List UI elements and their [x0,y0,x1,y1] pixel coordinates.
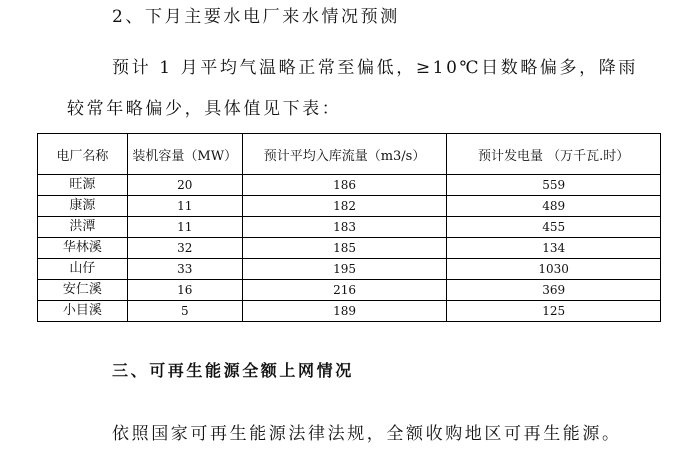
header-installed-capacity: 装机容量（MW） [127,134,242,175]
table-row [38,196,661,217]
cell-generation: 134 [447,238,661,259]
table-header-row [38,134,661,175]
forecast-paragraph-line-2: 较常年略偏少，具体值见下表： [67,99,342,119]
cell-capacity: 11 [127,196,242,217]
cell-generation: 125 [447,301,661,322]
cell-generation: 1030 [447,259,661,280]
cell-capacity: 32 [127,238,242,259]
cell-plant-name: 康源 [38,196,128,217]
cell-generation: 559 [447,175,661,196]
cell-inflow: 183 [242,217,447,238]
table-row [38,175,661,196]
table-row [38,238,661,259]
table-row [38,301,661,322]
cell-plant-name: 山仔 [38,259,128,280]
table-row [38,259,661,280]
section-heading: 三、可再生能源全额上网情况 [112,361,354,380]
cell-capacity: 5 [127,301,242,322]
cell-plant-name: 安仁溪 [38,280,128,301]
cell-plant-name: 旺源 [38,175,128,196]
header-inflow: 预计平均入库流量（m3/s） [242,134,447,175]
cell-generation: 369 [447,280,661,301]
cell-inflow: 182 [242,196,447,217]
renewable-paragraph: 依照国家可再生能源法律法规，全额收购地区可再生能源。 [112,424,622,444]
cell-plant-name: 华林溪 [38,238,128,259]
header-generation: 预计发电量 （万千瓦.时） [447,134,661,175]
table-row [38,280,661,301]
cell-capacity: 16 [127,280,242,301]
cell-capacity: 11 [127,217,242,238]
cell-plant-name: 洪潭 [38,217,128,238]
cell-inflow: 216 [242,280,447,301]
cell-inflow: 185 [242,238,447,259]
forecast-paragraph-line-1: 预计 1 月平均气温略正常至偏低，≥10℃日数略偏多，降雨 [112,58,638,78]
cell-inflow: 186 [242,175,447,196]
cell-generation: 455 [447,217,661,238]
subsection-heading: 2、下月主要水电厂来水情况预测 [112,7,400,27]
cell-generation: 489 [447,196,661,217]
cell-inflow: 195 [242,259,447,280]
cell-inflow: 189 [242,301,447,322]
header-plant-name: 电厂名称 [38,134,128,175]
table-row [38,217,661,238]
cell-capacity: 33 [127,259,242,280]
hydropower-forecast-table [37,133,661,322]
cell-capacity: 20 [127,175,242,196]
cell-plant-name: 小目溪 [38,301,128,322]
